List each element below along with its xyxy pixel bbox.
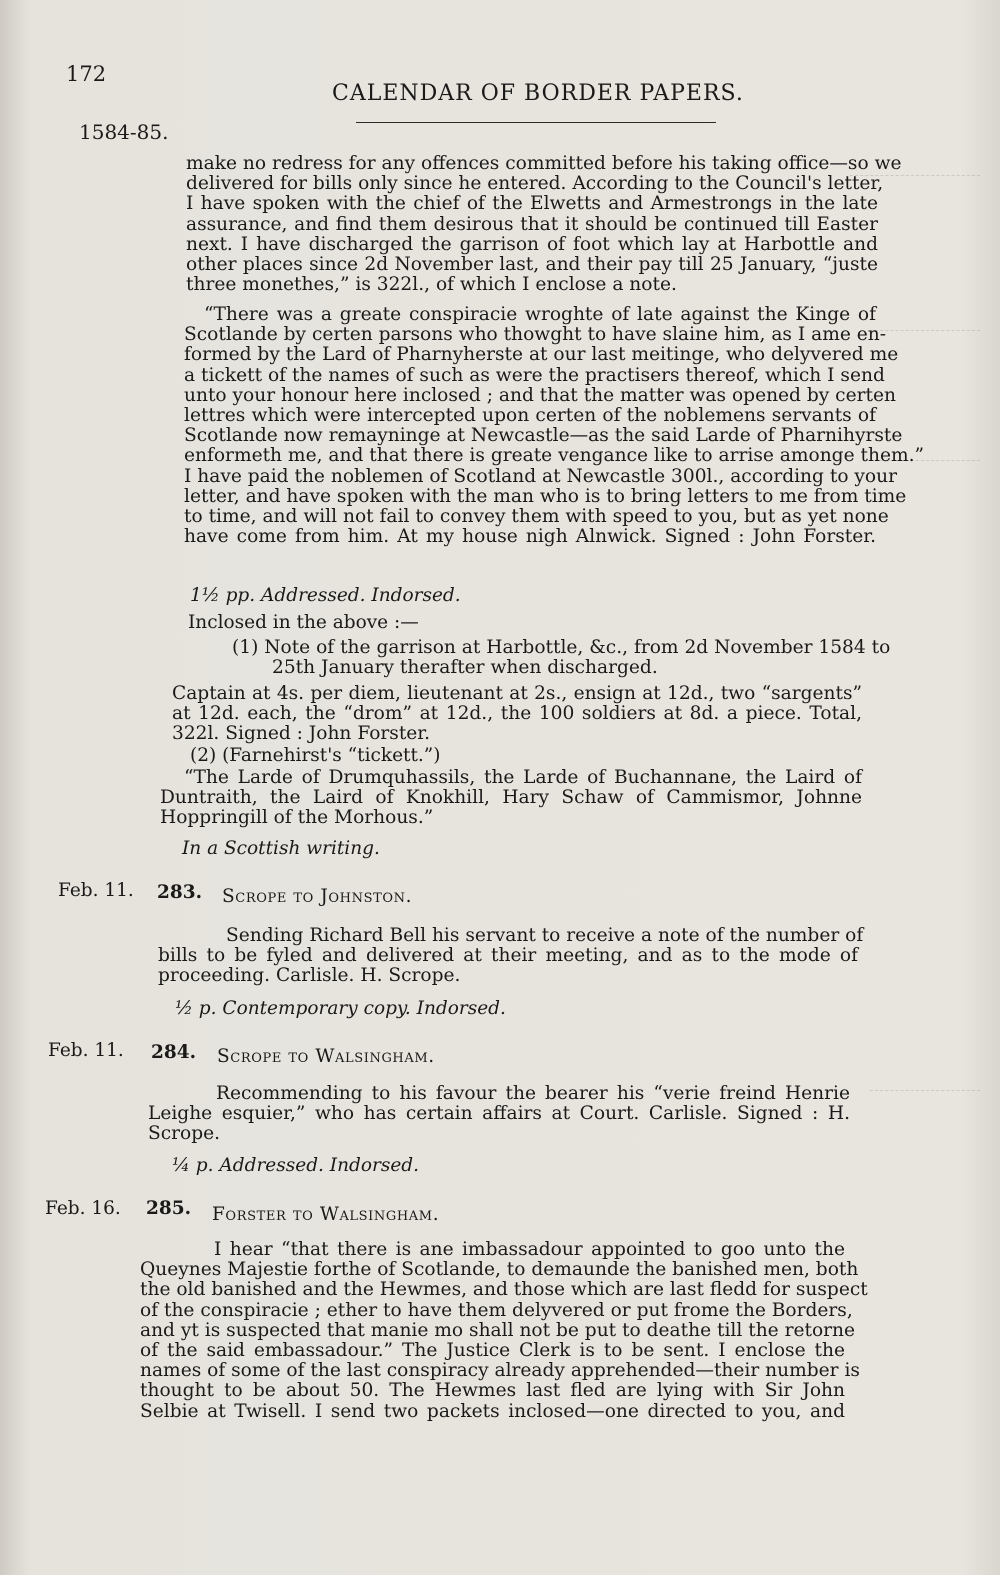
text-line: names of some of the last conspiracy already apprehended—their number is (140, 1360, 860, 1382)
text-line: “There was a greate conspiracie wroghte of late against the Kinge of (204, 304, 876, 325)
text-line: 25th January therafter when discharged. (272, 657, 658, 679)
text-line: next. I have discharged the garrison of foot which lay at Harbottle and (186, 233, 878, 255)
entry-note: ¼ p. Addressed. Indorsed. (172, 1155, 420, 1176)
text-line: Scotlande by certen parsons who thowght to have slaine him, as I ame en- (184, 324, 887, 346)
text-line: unto your honour here inclosed ; and that the matter was opened by certen (184, 384, 896, 406)
text-line: I hear “that there is ane imbassadour appointed to goo unto the (214, 1239, 845, 1260)
text-line: Queynes Majestie forthe of Scotlande, to demaunde the banished men, both (140, 1259, 859, 1281)
text-line: Recommending to his favour the bearer his “verie freind Henrie (216, 1083, 850, 1104)
enclosure-2-note: In a Scottish writing. (182, 838, 380, 859)
text-line: Captain at 4s. per diem, lieutenant at 2s., ensign at 12d., two “sargents” (172, 683, 862, 704)
text-line: assurance, and find them desirous that it should be continued till Easter (186, 213, 878, 235)
text-line: to time, and will not fail to convey them with speed to you, but as yet none (184, 506, 889, 528)
quote-paragraph (184, 304, 924, 548)
year-margin-label: 1584-85. (79, 120, 169, 144)
text-line: Scotlande now remayninge at Newcastle—as the said Larde of Pharnihyrste (184, 425, 903, 447)
continuation-paragraph (186, 153, 902, 296)
enclosure-1-body (172, 684, 862, 745)
text-line: other places since 2d November last, and their pay till 25 January, “juste (186, 254, 878, 276)
entry-body (148, 1084, 850, 1145)
text-line: of the conspiracie ; ether to have them delyvered or put frome the Borders, (140, 1299, 853, 1321)
text-line: (1) Note of the garrison at Harbottle, &c., from 2d November 1584 to (232, 637, 891, 658)
inclosed-label: Inclosed in the above :— (188, 612, 419, 633)
running-title: CALENDAR OF BORDER PAPERS. (332, 81, 744, 106)
entry-date: Feb. 11. (48, 1040, 124, 1061)
entry-title: Scrope to Johnston. (222, 886, 413, 907)
entry-date: Feb. 16. (45, 1198, 121, 1219)
show-through-mark (870, 330, 980, 332)
text-line: Duntraith, the Laird of Knokhill, Hary Schaw of Cammismor, Johnne (160, 787, 862, 809)
text-line: and yt is suspected that manie mo shall not be put to deathe till the retorne (140, 1319, 856, 1341)
text-line: bills to be fyled and delivered at their meeting, and as to the mode of (158, 945, 858, 967)
text-line: thought to be about 50. The Hewmes last fled are lying with Sir John (140, 1380, 845, 1402)
text-line: I have paid the noblemen of Scotland at Newcastle 300l., according to your (184, 465, 897, 487)
text-line: a tickett of the names of such as were the practisers thereof, which I send (184, 364, 885, 386)
text-line: of the said embassadour.” The Justice Clerk is to be sent. I enclose the (140, 1340, 845, 1362)
text-line: Scrope. (148, 1123, 221, 1145)
text-line: Hoppringill of the Morhous.” (160, 807, 434, 829)
text-line: three monethes,” is 322l., of which I enclose a note. (186, 274, 677, 296)
enclosure-1 (232, 637, 891, 679)
page-number: 172 (66, 62, 107, 86)
text-line: delivered for bills only since he entered. According to the Council's letter, (186, 173, 884, 195)
text-line: enformeth me, and that there is greate vengance like to arrise amonge them.” (184, 445, 924, 467)
text-line: have come from him. At my house nigh Alnwick. Signed : John Forster. (184, 526, 876, 548)
text-line: make no redress for any offences committed before his taking office—so we (186, 153, 902, 174)
text-line: Selbie at Twisell. I send two packets inclosed—one directed to you, and (140, 1400, 845, 1422)
entry-body (140, 1239, 868, 1422)
entry-title: Scrope to Walsingham. (217, 1046, 435, 1067)
show-through-mark (870, 1090, 980, 1092)
entry-number: 284. (151, 1042, 197, 1063)
text-line: proceeding. Carlisle. H. Scrope. (158, 965, 461, 987)
physical-note: 1½ pp. Addressed. Indorsed. (190, 585, 461, 606)
entry-body (158, 925, 864, 987)
entry-title: Forster to Walsingham. (212, 1204, 440, 1225)
entry-number: 285. (146, 1198, 192, 1219)
entry-number: 283. (157, 882, 203, 903)
enclosure-2 (160, 768, 862, 829)
text-line: “The Larde of Drumquhassils, the Larde of Buchannane, the Laird of (184, 767, 862, 788)
text-line: 322l. Signed : John Forster. (172, 723, 431, 745)
entry-date: Feb. 11. (58, 880, 134, 901)
header-rule (356, 122, 716, 123)
enclosure-2-heading: (2) (Farnehirst's “tickett.”) (190, 745, 441, 766)
text-line: Leighe esquier,” who has certain affairs at Court. Carlisle. Signed : H. (148, 1103, 850, 1125)
text-line: lettres which were intercepted upon certen of the noblemens servants of (184, 405, 876, 427)
text-line: Sending Richard Bell his servant to receive a note of the number of (226, 925, 864, 946)
text-line: formed by the Lard of Pharnyherste at our last meitinge, who delyvered me (184, 344, 899, 366)
text-line: I have spoken with the chief of the Elwetts and Armestrongs in the late (186, 193, 878, 215)
text-line: letter, and have spoken with the man who is to bring letters to me from time (184, 485, 907, 507)
entry-note: ½ p. Contemporary copy. Indorsed. (175, 998, 506, 1019)
text-line: at 12d. each, the “drom” at 12d., the 100 soldiers at 8d. a piece. Total, (172, 703, 862, 725)
text-line: the old banished and the Hewmes, and those which are last fledd for suspect (140, 1279, 868, 1301)
